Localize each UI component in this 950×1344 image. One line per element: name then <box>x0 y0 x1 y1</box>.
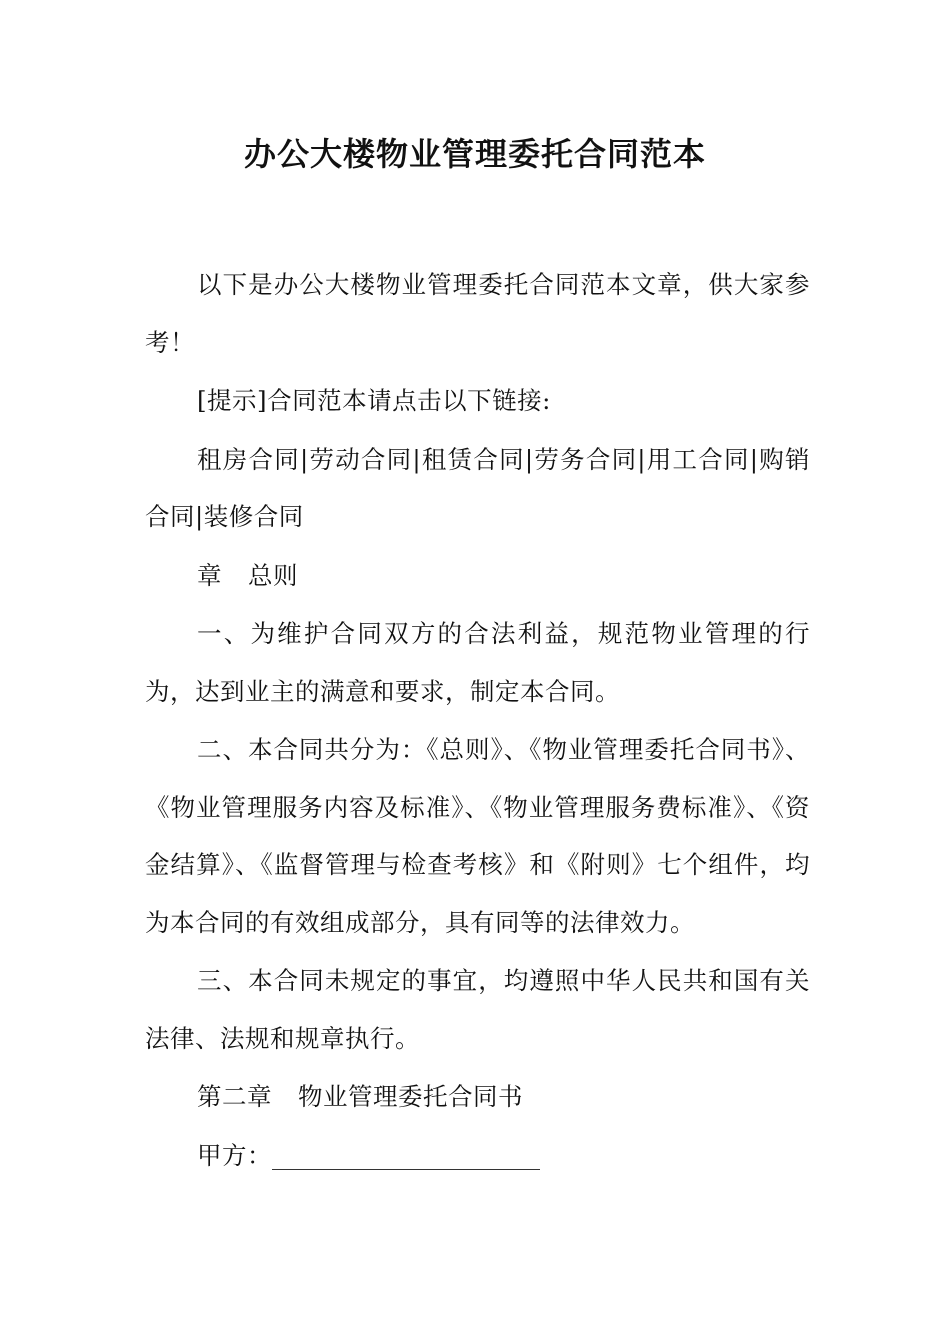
chapter-1-label: 章 <box>197 560 222 590</box>
clause-1: 一、为维护合同双方的合法利益，规范物业管理的行为，达到业主的满意和要求，制定本合同。 <box>145 619 810 706</box>
chapter-1-heading <box>145 547 810 605</box>
party-a-line <box>145 1127 810 1185</box>
clause-2: 二、本合同共分为：《总则》、《物业管理委托合同书》、《物业管理服务内容及标准》、《物业管理服务费标准》、《资金结算》、《监督管理与检查考核》和《附则》七个组件，均为本合同的有效组成部分，具有同等的法律效力。 <box>145 735 810 937</box>
document-body <box>145 256 810 1185</box>
intro-paragraph: 以下是办公大楼物业管理委托合同范本文章，供大家参考！ <box>145 270 810 357</box>
document-title: 办公大楼物业管理委托合同范本 <box>243 135 706 173</box>
chapter-1-name: 总则 <box>248 560 298 590</box>
chapter-2-label: 第二章 <box>197 1082 272 1111</box>
party-a-label: 甲方： <box>197 1140 272 1170</box>
contract-links[interactable]: 租房合同|劳动合同|租赁合同|劳务合同|用工合同|购销合同|装修合同 <box>145 444 810 531</box>
party-a-blank <box>272 1147 540 1170</box>
chapter-2-heading <box>145 1068 810 1126</box>
clause-3: 三、本合同未规定的事宜，均遵照中华人民共和国有关法律、法规和规章执行。 <box>145 966 810 1053</box>
tip-paragraph: [提示]合同范本请点击以下链接: <box>197 386 551 415</box>
chapter-2-name: 物业管理委托合同书 <box>298 1082 523 1111</box>
